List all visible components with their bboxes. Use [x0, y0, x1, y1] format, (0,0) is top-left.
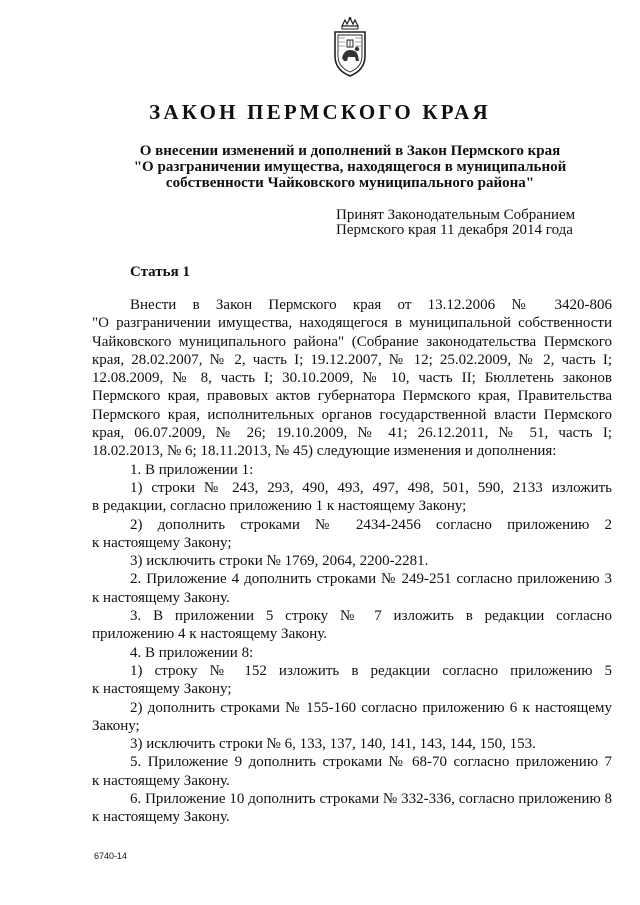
body-line: 2) дополнить строками № 155-160 согласно приложению 6 к настоящему [130, 699, 612, 716]
body-line: "О разграничении имущества, находящегося в муниципальной собственности [92, 315, 612, 332]
adoption-note [336, 208, 575, 238]
body-line: Пермского края, исполнительных органов государственной власти Пермского [92, 406, 612, 423]
body-line: 5. Приложение 9 дополнить строками № 68-70 согласно приложению 7 [130, 754, 612, 771]
body-line: края, 06.07.2009, № 26; 19.10.2009, № 41; 26.12.2011, № 51, часть I; [92, 425, 612, 442]
body-line: края, 28.02.2007, № 2, часть I; 19.12.2007, № 12; 25.02.2009, № 2, часть I; [92, 351, 612, 368]
body-line: к настоящему Закону. [92, 772, 230, 789]
law-subtitle [60, 143, 640, 191]
body-line: 18.02.2013, № 6; 18.11.2013, № 45) следующие изменения и дополнения: [92, 443, 557, 460]
body-line: 2) дополнить строками № 2434-2456 согласно приложению 2 [130, 516, 612, 533]
body-line: 3) исключить строки № 1769, 2064, 2200-2281. [130, 553, 429, 570]
body-line: к настоящему Закону. [92, 589, 230, 606]
adoption-line: Пермского края 11 декабря 2014 года [336, 222, 573, 238]
body-line: в редакции, согласно приложению 1 к настоящему Закону; [92, 498, 467, 515]
adoption-line: Принят Законодательным Собранием [336, 207, 576, 223]
body-line: 2. Приложение 4 дополнить строками № 249-251 согласно приложению 3 [130, 571, 612, 588]
body-line: Закону; [92, 717, 140, 734]
body-line: 4. В приложении 8: [130, 644, 254, 661]
body-line: к настоящему Закону. [92, 809, 230, 826]
body-line: 3) исключить строки № 6, 133, 137, 140, 141, 143, 144, 150, 153. [130, 736, 536, 753]
body-line: к настоящему Закону; [92, 681, 232, 698]
body-line: Пермского края, правовых актов губернатора Пермского края, Правительства [92, 388, 612, 405]
article-heading: Статья 1 [130, 264, 190, 280]
body-line: приложению 4 к настоящему Закону. [92, 626, 328, 643]
coat-of-arms-emblem [328, 16, 372, 78]
body-line: 6. Приложение 10 дополнить строками № 332-336, согласно приложению 8 [130, 791, 612, 808]
law-title: ЗАКОН ПЕРМСКОГО КРАЯ [149, 100, 491, 124]
body-line: 1) строку № 152 изложить в редакции согласно приложению 5 [130, 662, 612, 679]
subtitle-line: собственности Чайковского муниципального района" [165, 175, 535, 191]
body-line: 3. В приложении 5 строку № 7 изложить в редакции согласно [130, 608, 612, 625]
article-body [92, 296, 612, 827]
body-line: 1. В приложении 1: [130, 461, 254, 478]
body-line: Внести в Закон Пермского края от 13.12.2006 № 3420-806 [130, 297, 612, 313]
document-code: 6740-14 [94, 851, 128, 861]
body-line: 1) строки № 243, 293, 490, 493, 497, 498, 501, 590, 2133 изложить [130, 479, 612, 496]
body-line: к настоящему Закону; [92, 534, 232, 551]
subtitle-line: О внесении изменений и дополнений в Закон Пермского края [139, 143, 561, 159]
subtitle-line: "О разграничении имущества, находящегося в муниципальной [133, 159, 567, 175]
body-line: 12.08.2009, № 8, часть I; 30.10.2009, № 10, часть II; Бюллетень законов [92, 370, 612, 387]
body-line: Чайковского муниципального района" (Собрание законодательства Пермского [92, 333, 612, 350]
